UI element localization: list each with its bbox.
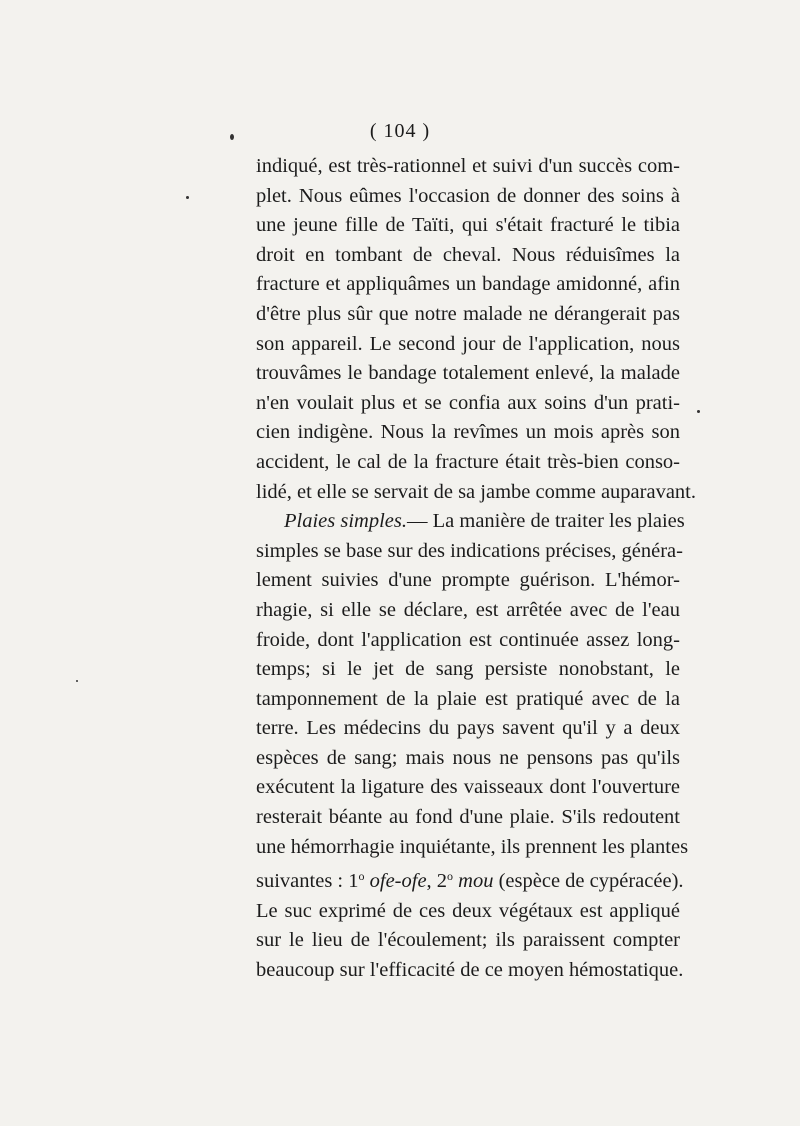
text-fragment: suivantes : 1 [256, 870, 359, 893]
ink-speck [186, 196, 189, 199]
text-line: une hémorrhagie inquiétante, ils prennent les plantes [256, 835, 689, 858]
paragraph-first-line [256, 507, 685, 537]
plants-line [256, 862, 684, 897]
text-line: froide, dont l'application est continuée assez long- [256, 628, 680, 651]
text-line: droit en tombant de cheval. Nous réduisîmes la [256, 243, 680, 266]
ordinal-mark: o [447, 869, 454, 884]
text-line: tamponnement de la plaie est pratiqué avec de la [256, 687, 680, 710]
ink-speck [697, 410, 700, 413]
text-line: une jeune fille de Taïti, qui s'était fracturé le tibia [256, 214, 680, 237]
text-line: indiqué, est très-rationnel et suivi d'un succès com- [256, 155, 680, 177]
text-line: son appareil. Le second jour de l'application, nous [256, 332, 680, 355]
ink-speck [76, 680, 78, 682]
text-line: resterait béante au fond d'une plaie. S'ils redoutent [256, 806, 680, 829]
section-heading: Plaies simples. [284, 510, 407, 533]
text-line: Le suc exprimé de ces deux végétaux est appliqué [256, 899, 680, 922]
text-line: beaucoup sur l'efficacité de ce moyen hémostatique. [256, 959, 684, 982]
text-line: simples se base sur des indications précises, généra- [256, 539, 683, 562]
plant-name: mou [458, 870, 494, 893]
text-line: lidé, et elle se servait de sa jambe comme auparavant. [256, 480, 696, 503]
text-fragment: , 2 [426, 870, 448, 893]
text-line: exécutent la ligature des vaisseaux dont l'ouverture [256, 776, 680, 799]
text-line: fracture et appliquâmes un bandage amidonné, afin [256, 273, 680, 296]
text-fragment: (espèce de cypéracée). [493, 870, 684, 893]
text-line: plet. Nous eûmes l'occasion de donner des soins à [256, 184, 680, 207]
text-line: terre. Les médecins du pays savent qu'il y a deux [256, 717, 680, 740]
ordinal-mark: o [358, 869, 365, 884]
plant-name: ofe-ofe [369, 870, 427, 893]
text-line: temps; si le jet de sang persiste nonobstant, le [256, 658, 680, 681]
text-line: accident, le cal de la fracture était très-bien conso- [256, 450, 680, 473]
body-text [256, 152, 696, 986]
text-line: d'être plus sûr que notre malade ne dérangerait pas [256, 302, 680, 325]
text-line: sur le lieu de l'écoulement; ils paraissent compter [256, 929, 680, 952]
text-line: lement suivies d'une prompte guérison. L'hémor- [256, 569, 680, 592]
text-fragment: — La manière de traiter les plaies [407, 510, 685, 533]
page-number: ( 104 ) [369, 120, 431, 142]
text-line: rhagie, si elle se déclare, est arrêtée avec de l'eau [256, 598, 680, 621]
text-line: trouvâmes le bandage totalement enlevé, la malade [256, 362, 680, 385]
text-line: cien indigène. Nous la revîmes un mois après son [256, 421, 680, 444]
text-line: n'en voulait plus et se confia aux soins d'un prati- [256, 391, 680, 414]
ink-speck [230, 134, 234, 140]
text-line: espèces de sang; mais nous ne pensons pas qu'ils [256, 746, 680, 769]
